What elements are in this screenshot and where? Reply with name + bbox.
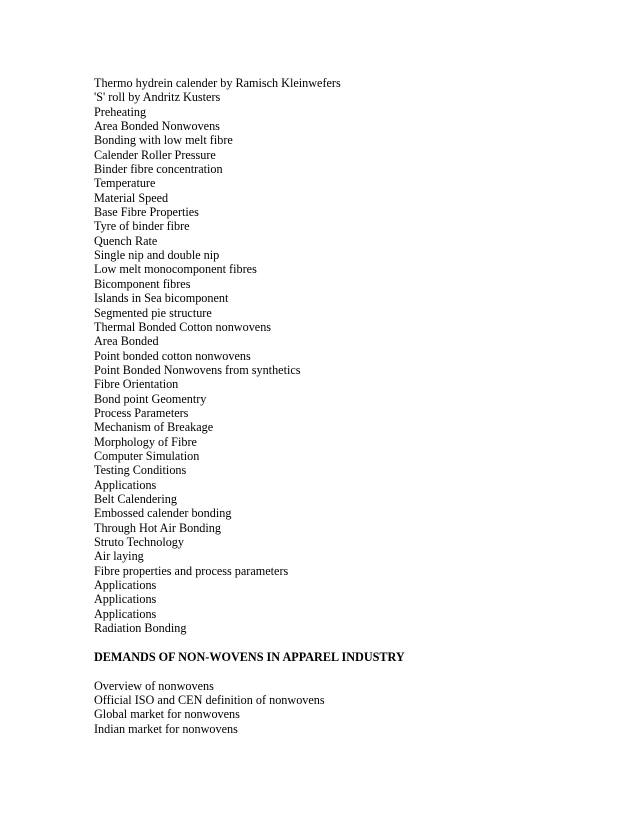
list-item: Applications — [94, 606, 157, 621]
topic-list-bottom — [94, 679, 614, 736]
list-item: Mechanism of Breakage — [94, 420, 214, 435]
list-item: Global market for nonwovens — [94, 707, 240, 722]
list-item: Embossed calender bonding — [94, 506, 232, 521]
list-item: Official ISO and CEN definition of nonwovens — [94, 692, 325, 707]
list-item: Fibre Orientation — [94, 377, 179, 392]
list-item: Struto Technology — [94, 535, 184, 549]
list-item: Testing Conditions — [94, 463, 187, 478]
list-item: Low melt monocomponent fibres — [94, 262, 257, 277]
list-item: Process Parameters — [94, 405, 189, 420]
list-item: Indian market for nonwovens — [94, 721, 238, 736]
list-item: Temperature — [94, 176, 156, 191]
list-item: Segmented pie structure — [94, 305, 212, 320]
list-item: Tyre of binder fibre — [94, 219, 190, 234]
list-item: Single nip and double nip — [94, 248, 220, 263]
topic-list-top — [94, 76, 614, 635]
list-item: Area Bonded Nonwovens — [94, 119, 220, 134]
list-item: Islands in Sea bicomponent — [94, 291, 229, 306]
list-item: Binder fibre concentration — [94, 162, 223, 177]
list-item: Bicomponent fibres — [94, 276, 191, 291]
list-item: Point Bonded Nonwovens from synthetics — [94, 362, 301, 377]
list-item: Overview of nonwovens — [94, 678, 214, 693]
list-item: Bonding with low melt fibre — [94, 133, 233, 148]
list-item: Thermal Bonded Cotton nonwovens — [94, 319, 272, 334]
document-content — [94, 76, 614, 736]
list-item: Material Speed — [94, 190, 169, 205]
list-item: Fibre properties and process parameters — [94, 563, 289, 578]
list-item: Calender Roller Pressure — [94, 147, 216, 162]
section-heading: DEMANDS OF NON-WOVENS IN APPAREL INDUSTRY — [94, 649, 405, 664]
list-item: Preheating — [94, 104, 147, 119]
list-item: Applications — [94, 592, 157, 607]
list-item: Air laying — [94, 549, 144, 564]
list-item: Base Fibre Properties — [94, 205, 199, 220]
list-item: Applications — [94, 477, 157, 492]
list-item: Through Hot Air Bonding — [94, 520, 221, 535]
list-item: Area Bonded — [94, 334, 159, 349]
list-item: Applications — [94, 578, 157, 593]
list-item: Bond point Geomentry — [94, 391, 207, 406]
list-item: Point bonded cotton nonwovens — [94, 348, 251, 363]
list-item: Thermo hydrein calender by Ramisch Kleinwefers — [94, 76, 341, 90]
list-item: Quench Rate — [94, 233, 158, 248]
list-item: Radiation Bonding — [94, 621, 187, 636]
list-item: 'S' roll by Andritz Kusters — [94, 90, 221, 105]
list-item: Morphology of Fibre — [94, 434, 197, 449]
list-item: Computer Simulation — [94, 448, 200, 463]
list-item: Belt Calendering — [94, 491, 177, 506]
